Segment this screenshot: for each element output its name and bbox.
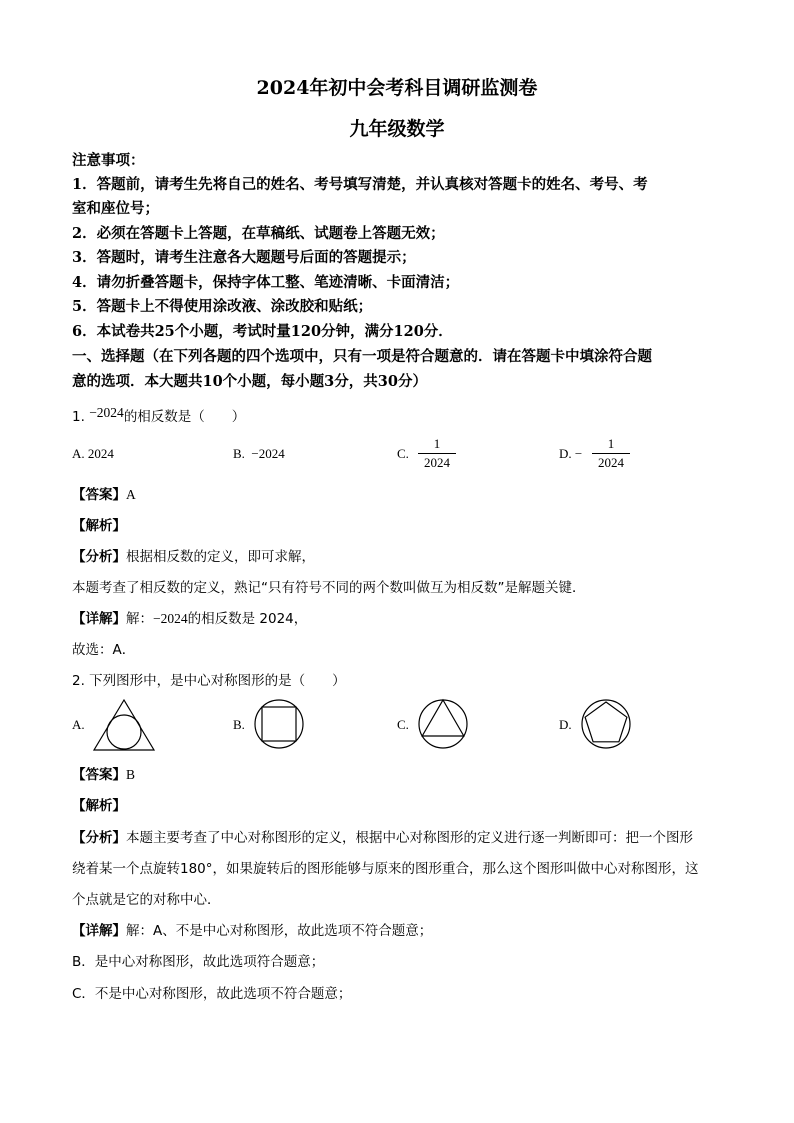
notice-item-5: 5．答题卡上不得使用涂改液、涂改胶和贴纸； bbox=[72, 298, 373, 315]
square-in-circle-figure bbox=[253, 698, 305, 750]
fraction-bar bbox=[592, 453, 630, 454]
q1-option-d-label: D. − bbox=[559, 446, 583, 461]
q1-note: 本题考查了相反数的定义，熟记“只有符号不同的两个数叫做互为相反数”是解题关键． bbox=[72, 580, 586, 596]
q1-choose: 故选：A． bbox=[72, 642, 136, 658]
q2-detail-b: B．是中心对称图形，故此选项符合题意； bbox=[72, 954, 325, 970]
q1-number: −2024 bbox=[89, 405, 124, 420]
q1-option-d-fraction: 1 2024 bbox=[592, 436, 630, 471]
q2-option-c-label: C. bbox=[397, 717, 409, 732]
q1-stem bbox=[72, 405, 245, 425]
notice-item-6: 6．本试卷共25个小题，考试时量120分钟，满分120分． bbox=[72, 323, 453, 340]
circle-in-triangle-figure bbox=[92, 698, 156, 752]
q2-stem: 2. 下列图形中，是中心对称图形的是（ ） bbox=[72, 673, 346, 689]
q1-option-b: B. −2024 bbox=[233, 446, 285, 461]
pentagon-in-circle-figure bbox=[579, 698, 633, 750]
notice-item-1-cont: 室和座位号； bbox=[72, 200, 159, 217]
triangle-in-circle-figure bbox=[417, 698, 469, 750]
q1-option-a: A. 2024 bbox=[72, 446, 114, 461]
q2-option-a-label: A. bbox=[72, 717, 85, 732]
section1-line1: 一、选择题（在下列各题的四个选项中，只有一项是符合题意的．请在答题卡中填涂符合题 bbox=[72, 348, 652, 365]
q2-analysis-tag: 【解析】 bbox=[72, 798, 126, 814]
exam-subtitle: 九年级数学 bbox=[349, 118, 445, 140]
q2-fenxi-line1: 【分析】本题主要考查了中心对称图形的定义，根据中心对称图形的定义进行逐一判断即可：把一个图形 bbox=[72, 830, 693, 846]
q1-answer: 【答案】A bbox=[72, 487, 136, 503]
q2-answer: 【答案】B bbox=[72, 767, 136, 783]
q1-prefix: 1. bbox=[72, 409, 85, 425]
q2-detail-a: 【详解】解：A、不是中心对称图形，故此选项不符合题意； bbox=[72, 923, 433, 939]
q1-fenxi: 【分析】根据相反数的定义，即可求解， bbox=[72, 549, 315, 565]
notice-item-3: 3．答题时，请考生注意各大题题号后面的答题提示； bbox=[72, 249, 416, 266]
notice-heading: 注意事项： bbox=[72, 152, 145, 169]
fraction-bar bbox=[418, 453, 456, 454]
notice-item-4: 4．请勿折叠答题卡，保持字体工整、笔迹清晰、卡面清洁； bbox=[72, 274, 460, 291]
q2-fenxi-line3: 个点就是它的对称中心． bbox=[72, 892, 221, 908]
q1-option-c-fraction: 1 2024 bbox=[418, 436, 456, 471]
exam-title: 2024年初中会考科目调研监测卷 bbox=[256, 77, 538, 99]
q2-fenxi-line2: 绕着某一个点旋转180°，如果旋转后的图形能够与原来的图形重合，那么这个图形叫做中心对称图形，这 bbox=[72, 861, 699, 877]
q1-analysis-tag: 【解析】 bbox=[72, 518, 126, 534]
q2-detail-c: C．不是中心对称图形，故此选项不符合题意； bbox=[72, 986, 352, 1002]
q1-detail: 【详解】解：−2024的相反数是 2024， bbox=[72, 611, 308, 627]
notice-item-1: 1．答题前，请考生先将自己的姓名、考号填写清楚，并认真核对答题卡的姓名、考号、考 bbox=[72, 176, 648, 193]
q2-option-b-label: B. bbox=[233, 717, 245, 732]
q2-option-d-label: D. bbox=[559, 717, 572, 732]
q1-option-c-label: C. bbox=[397, 446, 409, 461]
notice-item-2: 2．必须在答题卡上答题，在草稿纸、试题卷上答题无效； bbox=[72, 225, 445, 242]
section1-line2: 意的选项．本大题共10个小题，每小题3分，共30分） bbox=[72, 373, 427, 390]
q1-stem-text: 的相反数是（ ） bbox=[123, 409, 246, 425]
